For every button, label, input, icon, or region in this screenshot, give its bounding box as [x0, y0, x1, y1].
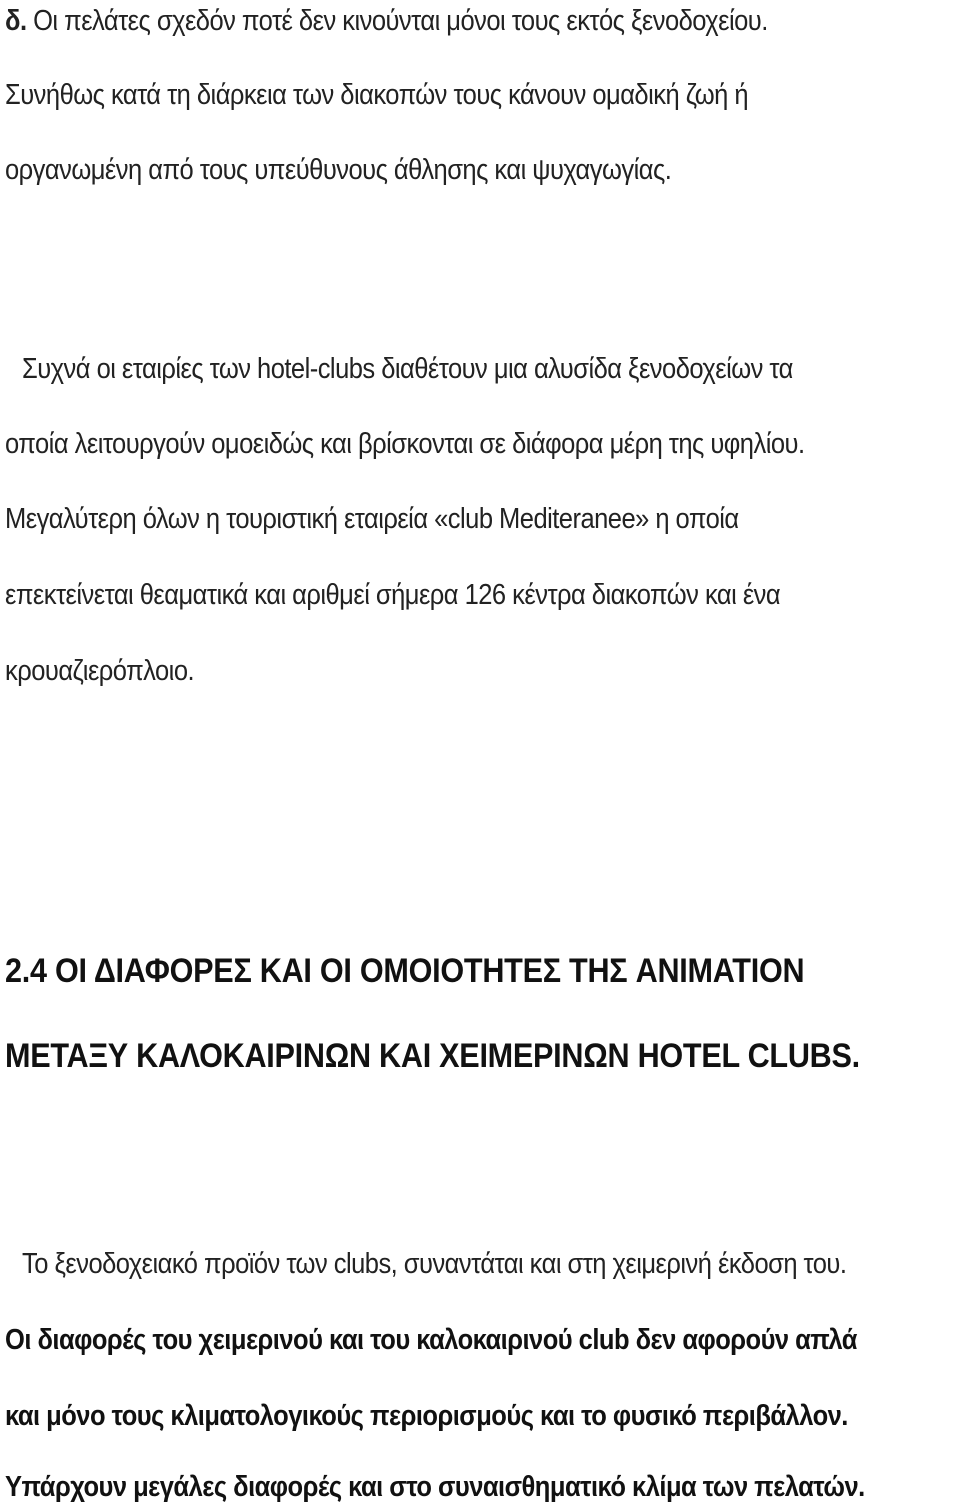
- para1-line1-text: Οι πελάτες σχεδόν ποτέ δεν κινούνται μόνοι τους εκτός ξενοδοχείου.: [33, 5, 768, 37]
- section-heading-line1: 2.4 ΟΙ ΔΙΑΦΟΡΕΣ ΚΑΙ ΟΙ ΟΜΟΙΟΤΗΤΕΣ ΤΗΣ ANIMATION: [5, 952, 805, 990]
- para1-line3: οργανωμένη από τους υπεύθυνους άθλησης και ψυχαγωγίας.: [5, 154, 672, 186]
- para3-line1: Το ξενοδοχειακό προϊόν των clubs, συναντάται και στη χειμερινή έκδοση του.: [22, 1248, 847, 1280]
- para3-line3: και μόνο τους κλιματολογικούς περιορισμούς και το φυσικό περιβάλλον.: [5, 1400, 848, 1432]
- para3-line4: Υπάρχουν μεγάλες διαφορές και στο συναισθηματικό κλίμα των πελατών.: [5, 1471, 865, 1503]
- para2-line4: επεκτείνεται θεαματικά και αριθμεί σήμερα 126 κέντρα διακοπών και ένα: [5, 579, 781, 611]
- para2-line5: κρουαζιερόπλοιο.: [5, 655, 195, 687]
- section-heading-line2: ΜΕΤΑΞΥ ΚΑΛΟΚΑΙΡΙΝΩΝ ΚΑΙ ΧΕΙΜΕΡΙΝΩΝ HOTEL CLUBS.: [5, 1037, 860, 1075]
- para2-line3: Μεγαλύτερη όλων η τουριστική εταιρεία «club Mediteranee» η οποία: [5, 503, 739, 535]
- para1-line1: [5, 3, 768, 39]
- para1-line2: Συνήθως κατά τη διάρκεια των διακοπών τους κάνουν ομαδική ζωή ή: [5, 79, 749, 111]
- para2-line2: οποία λειτουργούν ομοειδώς και βρίσκονται σε διάφορα μέρη της υφηλίου.: [5, 428, 805, 460]
- para3-line2: Οι διαφορές του χειμερινού και του καλοκαιρινού club δεν αφορούν απλά: [5, 1324, 857, 1356]
- para2-line1: Συχνά οι εταιρίες των hotel-clubs διαθέτουν μια αλυσίδα ξενοδοχείων τα: [22, 353, 793, 385]
- list-marker: δ.: [5, 5, 27, 37]
